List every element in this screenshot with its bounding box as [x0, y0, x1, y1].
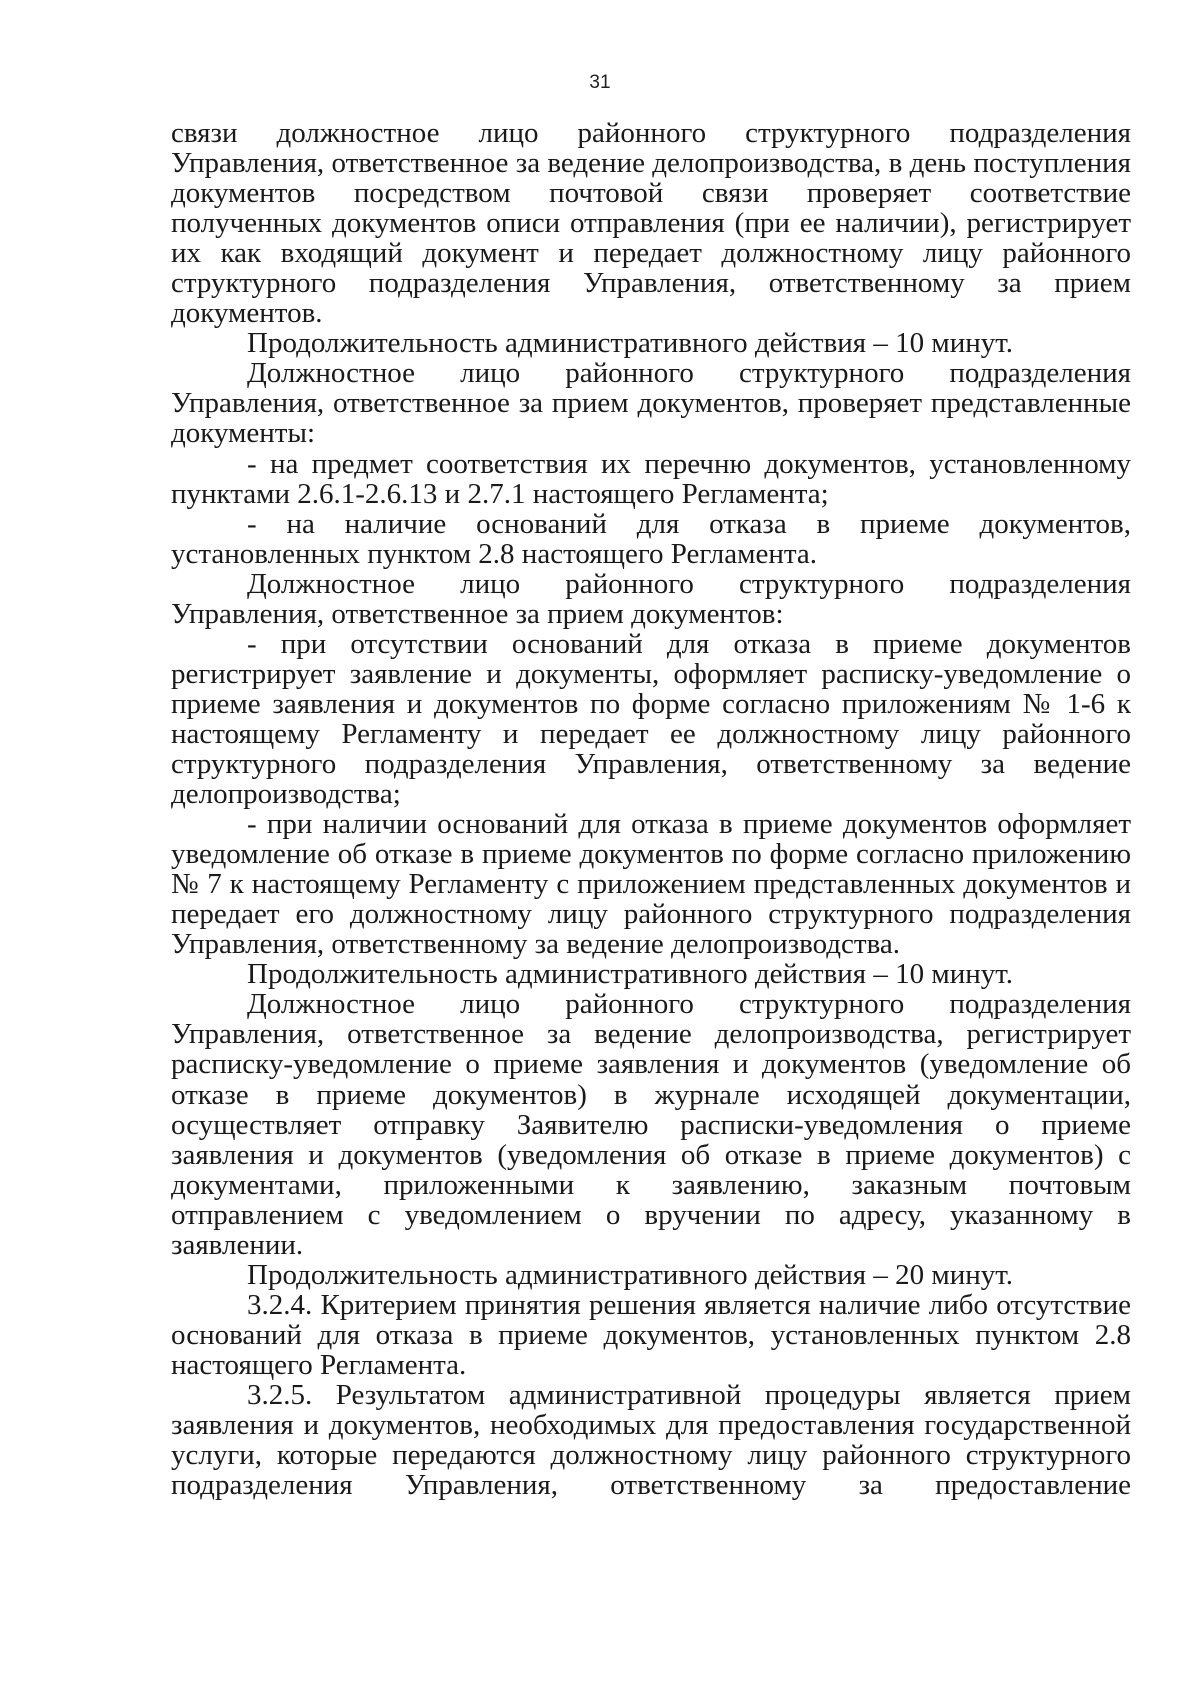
paragraph-duration: Продолжительность административного действия – 20 минут.: [247, 1258, 1014, 1291]
paragraph-duration: Продолжительность административного действия – 10 минут.: [247, 958, 1014, 991]
list-item-no-grounds: - при отсутствии оснований для отказа в приеме документов регистрирует заявление и документы, оформляет расписку-уведомление о приеме заявления и документов по форме согласно приложениям № 1-6 к настоящему Регламенту и передает ее должностному лицу районного структурного подразделения Управления, ответственному за ведение делопроизводства;: [171, 627, 1131, 811]
list-item-grounds-present: - при наличии оснований для отказа в приеме документов оформляет уведомление об отказе в приеме документов по форме согласно приложению № 7 к настоящему Регламенту с приложением представленных документов и передает его должностному лицу районного структурного подразделения Управления, ответственному за ведение делопроизводства.: [171, 808, 1131, 961]
document-body: [171, 118, 1131, 1500]
paragraph-duration: Продолжительность административного действия – 10 минут.: [247, 327, 1014, 360]
paragraph-continuation: связи должностное лицо районного структурного подразделения Управления, ответственное за ведение делопроизводства, в день поступления документов посредством почтовой связи проверяет соответствие полученных документов описи отправления (при ее наличии), регистрирует их как входящий документ и передает должностному лицу районного структурного подразделения Управления, ответственному за прием документов.: [171, 117, 1131, 330]
paragraph-reception-officer: Должностное лицо районного структурного подразделения Управления, ответственное за прием документов, проверяет представленные документы:: [171, 357, 1131, 450]
paragraph-section-3-2-5: 3.2.5. Результатом административной процедуры является прием заявления и документов, необходимых для предоставления государственной услуги, которые передаются должностному лицу районного структурного подразделения Управления, ответственному за предоставление: [171, 1378, 1131, 1502]
paragraph-section-3-2-4: 3.2.4. Критерием принятия решения является наличие либо отсутствие оснований для отказа в приеме документов, установленных пунктом 2.8 настоящего Регламента.: [171, 1288, 1131, 1381]
paragraph-reception-officer-actions: Должностное лицо районного структурного подразделения Управления, ответственное за прием документов:: [171, 567, 1131, 630]
page-number: 31: [589, 72, 611, 93]
paragraph-records-officer: Должностное лицо районного структурного подразделения Управления, ответственное за ведение делопроизводства, регистрирует расписку-уведомление о приеме заявления и документов (уведомление об отказе в приеме документов) в журнале исходящей документации, осуществляет отправку Заявителю расписки-уведомления о приеме заявления и документов (уведомления об отказе в приеме документов) с документами, приложенными к заявлению, заказным почтовым отправлением с уведомлением о вручении по адресу, указанному в заявлении.: [171, 988, 1131, 1261]
list-item-check-grounds: - на наличие оснований для отказа в приеме документов, установленных пунктом 2.8 настоящего Регламента.: [171, 507, 1131, 570]
list-item-check-list: - на предмет соответствия их перечню документов, установленному пунктами 2.6.1-2.6.13 и 2.7.1 настоящего Регламента;: [171, 447, 1131, 510]
